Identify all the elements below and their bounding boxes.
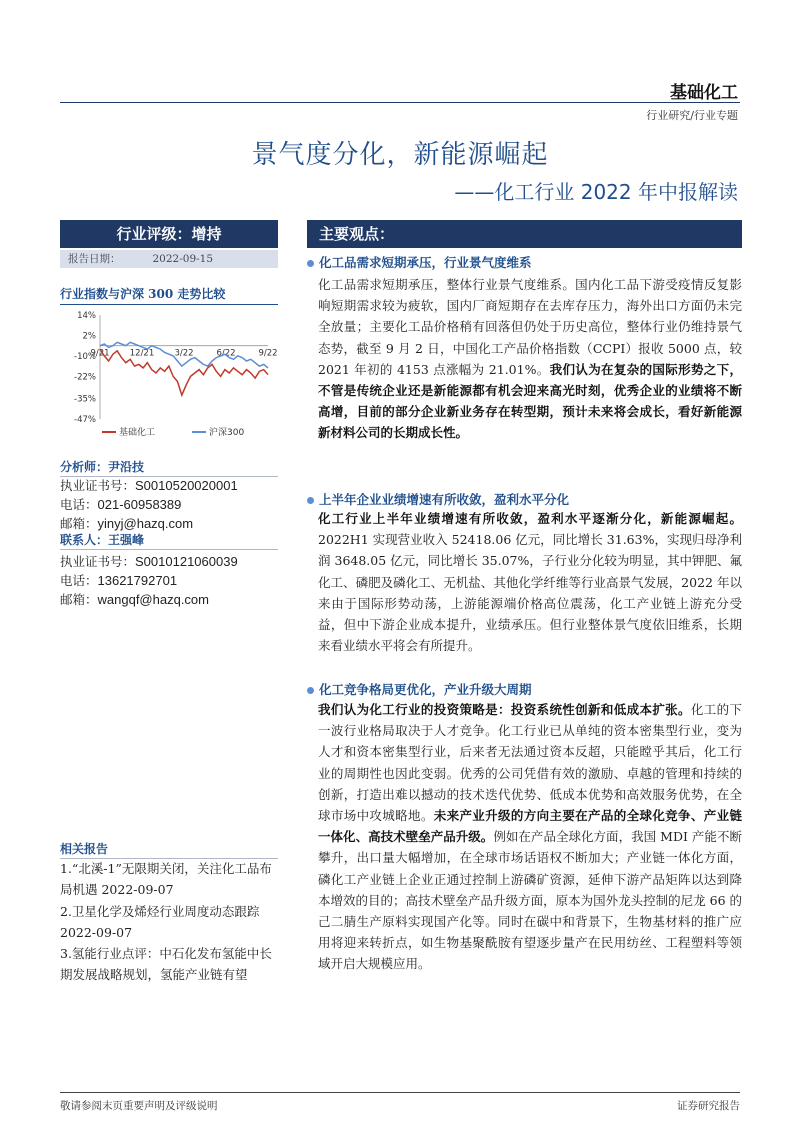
industry-rating: 行业评级：增持 <box>60 220 278 248</box>
main-points-heading: 主要观点： <box>307 220 742 248</box>
header-divider <box>60 102 740 103</box>
x-tick-label: 6/22 <box>216 348 236 359</box>
contact-email-value[interactable]: wangqf@hazq.com <box>97 592 209 607</box>
section-2-title <box>307 490 569 508</box>
y-tick-label: -22% <box>74 372 96 383</box>
sector-name: 基础化工 <box>670 83 738 103</box>
y-tick-label: 14% <box>77 311 96 321</box>
analyst-cert-value: S0010520020001 <box>135 478 238 493</box>
footer-divider <box>60 1092 740 1093</box>
x-tick-label: 9/22 <box>258 348 278 359</box>
analyst-heading: 分析师：尹沿技 <box>60 458 278 477</box>
related-reports-heading: 相关报告 <box>60 840 278 859</box>
x-tick-label: 9/21 <box>90 348 110 359</box>
analyst-email-label: 邮箱： <box>60 516 98 531</box>
related-report-item[interactable]: 3.氢能行业点评：中石化发布氢能中长期发展战略规划，氢能产业链有望 <box>60 946 272 982</box>
section-2-emphasis: 化工行业上半年业绩增速有所收敛，盈利水平逐渐分化，新能源崛起。 <box>318 511 742 526</box>
contact-phone-label: 电话： <box>60 573 98 588</box>
section-1-body <box>318 274 742 444</box>
legend-label: 基础化工 <box>119 428 156 438</box>
y-tick-label: 2% <box>82 331 96 342</box>
section-1-emphasis: 我们认为在复杂的国际形势之下，不管是传统企业还是新能源都有机会迎来高光时刻，优秀企业的业绩将不断高增，目前的部分企业新业务存在转型期，预计未来将会成长，看好新能源新材料公司的长期成长性。 <box>318 361 742 441</box>
analyst-email <box>60 514 193 532</box>
legend-label: 沪深300 <box>209 428 245 438</box>
analyst-email-value[interactable]: yinyj@hazq.com <box>97 516 194 531</box>
section-3-text-2: 例如在产品全球化方面，我国 MDI 产能不断攀升，出口量大幅增加，在全球市场话语权不断加大；产业链一体化方面，磷化工产业链上企业正通过控制上游磷矿资源，延伸下游产品矩阵以达到降本增效的目的；高技术壁垒产品升级方面，原本为国外龙头控制的尼龙 66 的己二腈生产原料实现国产化等。同时在碳中和背景下，生物基材料的推广应用将迎来转折点，如生物基聚酰胺有望逐步量产在民用纺丝、工程塑料等领域开启大规模应用。 <box>318 829 742 972</box>
report-date: 2022-09-15 <box>152 253 214 265</box>
chart-title: 行业指数与沪深 300 走势比较 <box>60 285 278 305</box>
analyst-phone <box>60 495 181 513</box>
section-3-text: 化工的下一波行业格局取决于人才竞争。化工行业已从单纯的资本密集型行业，变为人才和资本密集型行业，后来者无法通过资本反超，只能瞠乎其后，化工行业的周期性也因此变弱。优秀的公司凭借有效的激励、卓越的管理和持续的创新，打造出难以撼动的技术迭代优势、低成本优势和高效服务优势，在全球市场中攻城略地。 <box>318 702 742 824</box>
report-subtitle: ——化工行业 2022 年中报解读 <box>454 180 738 204</box>
contact-cert-value: S0010121060039 <box>135 554 238 569</box>
section-3-emphasis-2: 未来产业升级的方向主要在产品的全球化竞争、产业链一体化、高技术壁垒产品升级。 <box>318 808 742 845</box>
report-type: 行业研究/行业专题 <box>646 109 738 122</box>
contact-phone <box>60 571 177 589</box>
section-2-title-text: 上半年企业业绩增速有所收敛，盈利水平分化 <box>319 492 570 507</box>
footer-label: 证券研究报告 <box>677 1100 740 1112</box>
contact-heading: 联系人：王强峰 <box>60 531 278 550</box>
y-tick-label: -10% <box>74 351 96 362</box>
related-report-item[interactable]: 1.“北溪-1”无限期关闭，关注化工品布局机遇 2022-09-07 <box>60 861 272 897</box>
section-3-emphasis: 我们认为化工行业的投资策略是：投资系统性创新和低成本扩张。 <box>318 702 691 717</box>
contact-phone-value: 13621792701 <box>97 573 178 588</box>
contact-email <box>60 590 209 608</box>
contact-email-label: 邮箱： <box>60 592 98 607</box>
bullet-icon <box>307 260 314 267</box>
section-2-text: 2022H1 实现营业收入 52418.06 亿元，同比增长 31.63%，实现归母净利润 3648.05 亿元，同比增长 35.07%，子行业分化较为明显，其中钾肥、氟化工、磷肥及磷化工、无机盐、其他化学纤维等行业高景气发展，2022 年以来由于国际形势动荡，上游能源端价格高位震荡，化工产业链上游充分受益，但中下游企业成本提升，业绩承压。但行业整体景气度依旧维系，长期来看业绩水平将会有所提升。 <box>318 532 742 654</box>
report-date-label: 报告日期： <box>68 253 121 265</box>
report-date-row <box>60 250 278 268</box>
section-1-title <box>307 253 532 271</box>
analyst-phone-value: 021-60958389 <box>97 497 182 512</box>
analyst-cert <box>60 476 238 494</box>
section-1-title-text: 化工品需求短期承压，行业景气度维系 <box>319 255 532 270</box>
analyst-phone-label: 电话： <box>60 497 98 512</box>
index-comparison-chart <box>60 307 278 447</box>
bullet-icon <box>307 497 314 504</box>
y-tick-label: -47% <box>74 415 96 425</box>
section-3-title-text: 化工竞争格局更优化，产业升级大周期 <box>319 682 532 697</box>
section-3-title <box>307 680 532 698</box>
section-2-body <box>318 508 742 656</box>
report-title: 景气度分化，新能源崛起 <box>251 140 549 170</box>
x-tick-label: 3/22 <box>174 348 194 359</box>
section-1-text: 化工品需求短期承压，整体行业景气度维系。国内化工品下游受疫情反复影响短期需求较为疲软，国内厂商短期存在去库存压力，海外出口方面仍未完全放量；主要化工品价格稍有回落但仍处于历史高位，整体行业仍维持景气态势，截至 9 月 2 日，中国化工产品价格指数（CCPI）报收 5000 点，较 2021 年初的 4153 点涨幅为 21.01%。 <box>318 277 742 377</box>
y-tick-label: -35% <box>74 394 96 405</box>
bullet-icon <box>307 687 314 694</box>
x-tick-label: 12/21 <box>129 348 155 359</box>
analyst-cert-label: 执业证书号： <box>60 478 136 493</box>
contact-cert-label: 执业证书号： <box>60 554 136 569</box>
contact-cert <box>60 552 238 570</box>
section-3-body <box>318 699 742 975</box>
footer-disclaimer[interactable]: 敬请参阅末页重要声明及评级说明 <box>60 1100 218 1112</box>
related-report-item[interactable]: 2.卫星化学及烯烃行业周度动态跟踪 2022-09-07 <box>60 904 260 940</box>
